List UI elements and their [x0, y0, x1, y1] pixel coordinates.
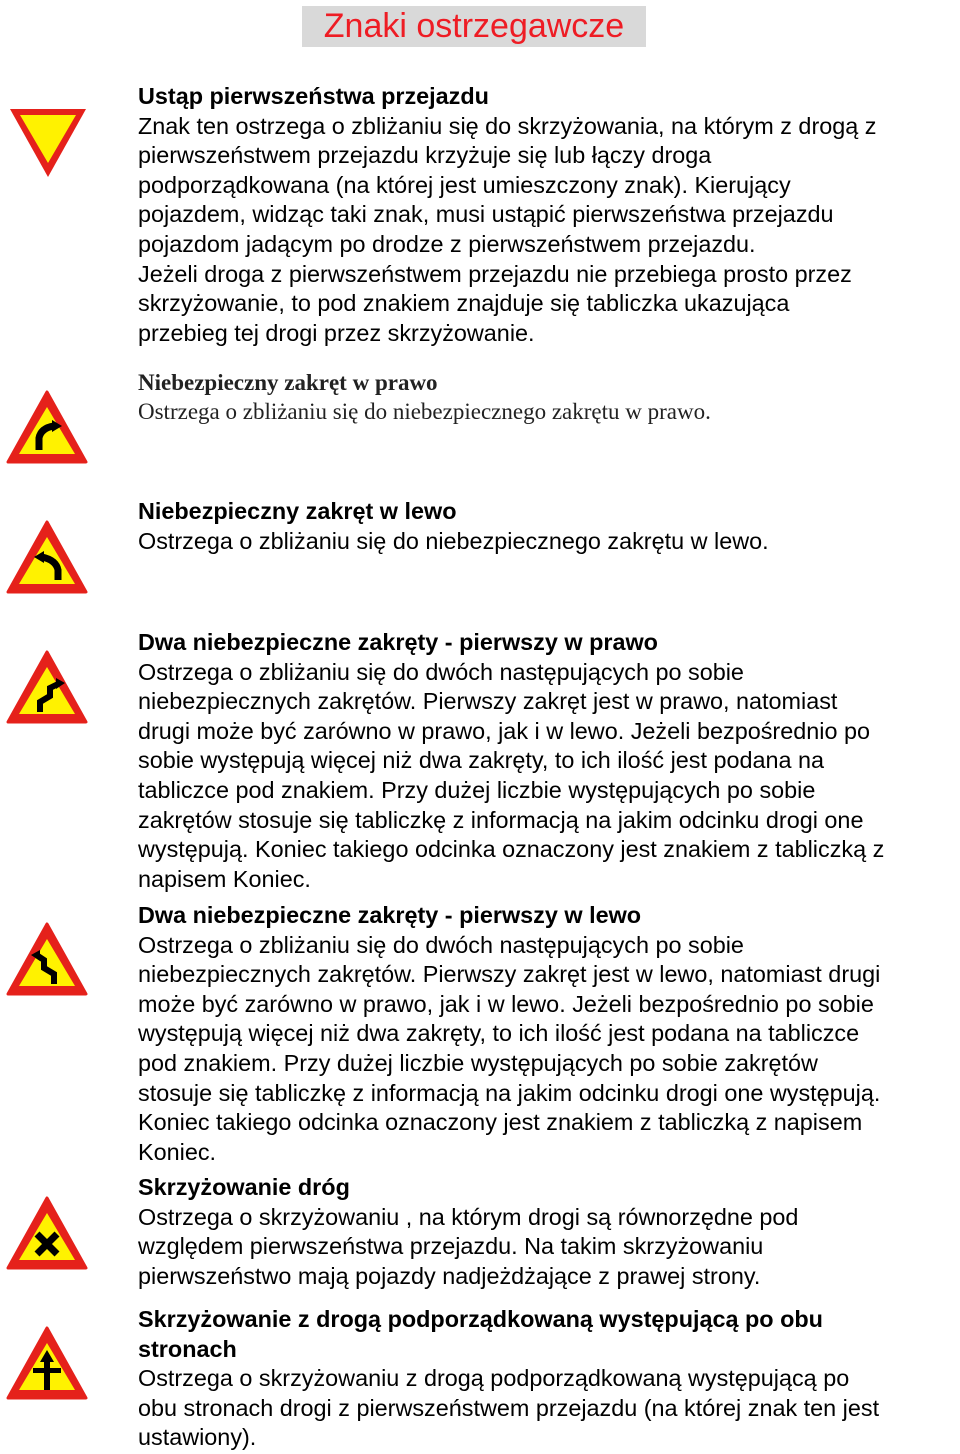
entry-line: zakrętów stosuje się tabliczkę z informacją na jakim odcinku drogi one [138, 806, 864, 833]
entry-line: pojazdom jadącym po drodze z pierwszeństwem przejazdu. [138, 230, 756, 257]
yield-sign-icon [8, 107, 88, 179]
entry-crossroads [138, 1173, 956, 1291]
entry-minor-road-both-sides [138, 1305, 956, 1453]
entry-heading: Skrzyżowanie z drogą podporządkowaną występującą po obu [138, 1306, 823, 1332]
entry-line: Ostrzega o zbliżaniu się do niebezpiecznego zakrętu w lewo. [138, 527, 769, 554]
entry-line: Koniec. [138, 1138, 217, 1165]
entry-yield [138, 82, 956, 348]
entry-line: pojazdem, widząc taki znak, musi ustąpić pierwszeństwa przejazdu [138, 201, 834, 228]
entry-line: skrzyżowanie, to pod znakiem znajduje się tabliczka ukazująca [138, 290, 790, 317]
entry-heading: stronach [138, 1335, 237, 1362]
page-title-box [302, 6, 646, 47]
entry-line: pierwszeństwo mają pojazdy nadjeżdżające z prawej strony. [138, 1262, 761, 1289]
entry-line: stosuje się tabliczkę z informacją na jakim odcinku drogi one występują. [138, 1079, 881, 1106]
double-curve-right-sign-icon [6, 650, 88, 724]
entry-heading: Niebezpieczny zakręt w lewo [138, 498, 457, 524]
entry-line: Ostrzega o skrzyżowaniu , na którym drogi są równorzędne pod [138, 1203, 799, 1230]
entry-line: względem pierwszeństwa przejazdu. Na takim skrzyżowaniu [138, 1233, 764, 1260]
double-curve-left-sign-icon [6, 922, 88, 996]
entry-line: przebieg tej drogi przez skrzyżowanie. [138, 319, 535, 346]
entry-double-curve-right [138, 628, 956, 894]
minor-road-both-sides-sign-icon [6, 1326, 88, 1400]
entry-line: Koniec takiego odcinka oznaczony jest znakiem z tabliczką z napisem [138, 1109, 863, 1136]
curve-right-sign-icon [6, 390, 88, 464]
entry-line: Ostrzega o zbliżaniu się do dwóch następujących po sobie [138, 931, 744, 958]
entry-line: Ostrzega o zbliżaniu się do dwóch następujących po sobie [138, 658, 744, 685]
entry-heading: Ustąp pierwszeństwa przejazdu [138, 83, 489, 109]
entry-line: drugi może być zarówno w prawo, jak i w lewo. Jeżeli bezpośrednio po [138, 717, 870, 744]
entry-heading: Dwa niebezpieczne zakręty - pierwszy w prawo [138, 629, 658, 655]
entry-line: występują więcej niż dwa zakręty, to ich ilość jest podana na tabliczce [138, 1020, 860, 1047]
entry-curve-right [138, 368, 956, 426]
entry-line: Ostrzega o skrzyżowaniu z drogą podporządkowaną występującą po [138, 1365, 850, 1392]
entry-line: może być zarówno w prawo, jak i w lewo. Jeżeli bezpośrednio po sobie [138, 990, 874, 1017]
entry-line: pierwszeństwem przejazdu krzyżuje się lub łączy droga [138, 142, 712, 169]
entry-line: Znak ten ostrzega o zbliżaniu się do skrzyżowania, na którym z drogą z [138, 112, 877, 139]
entry-line: podporządkowana (na której jest umieszczony znak). Kierujący [138, 171, 791, 198]
entry-line: Jeżeli droga z pierwszeństwem przejazdu nie przebiega prosto przez [138, 260, 852, 287]
entry-line: ustawiony). [138, 1424, 257, 1451]
entry-line: Ostrzega o zbliżaniu się do niebezpiecznego zakrętu w prawo. [138, 399, 711, 424]
crossroads-sign-icon [6, 1196, 88, 1270]
entry-double-curve-left [138, 901, 956, 1167]
entry-line: napisem Koniec. [138, 865, 311, 892]
entry-line: niebezpiecznych zakrętów. Pierwszy zakręt jest w lewo, natomiast drugi [138, 961, 881, 988]
entry-line: sobie występują więcej niż dwa zakręty, to ich ilość jest podana na [138, 747, 825, 774]
page-title: Znaki ostrzegawcze [323, 7, 625, 45]
entry-curve-left [138, 497, 956, 556]
entry-line: tabliczce pod znakiem. Przy dużej liczbie występujących po sobie [138, 776, 816, 803]
curve-left-sign-icon [6, 520, 88, 594]
entry-line: występują. Koniec takiego odcinka oznaczony jest znakiem z tabliczką z [138, 836, 885, 863]
entry-heading: Skrzyżowanie dróg [138, 1174, 350, 1200]
entry-line: obu stronach drogi z pierwszeństwem przejazdu (na której znak ten jest [138, 1394, 880, 1421]
entry-line: pod znakiem. Przy dużej liczbie występujących po sobie zakrętów [138, 1049, 818, 1076]
entry-line: niebezpiecznych zakrętów. Pierwszy zakręt jest w prawo, natomiast [138, 688, 838, 715]
entry-heading: Dwa niebezpieczne zakręty - pierwszy w lewo [138, 902, 642, 928]
entry-heading: Niebezpieczny zakręt w prawo [138, 370, 438, 395]
